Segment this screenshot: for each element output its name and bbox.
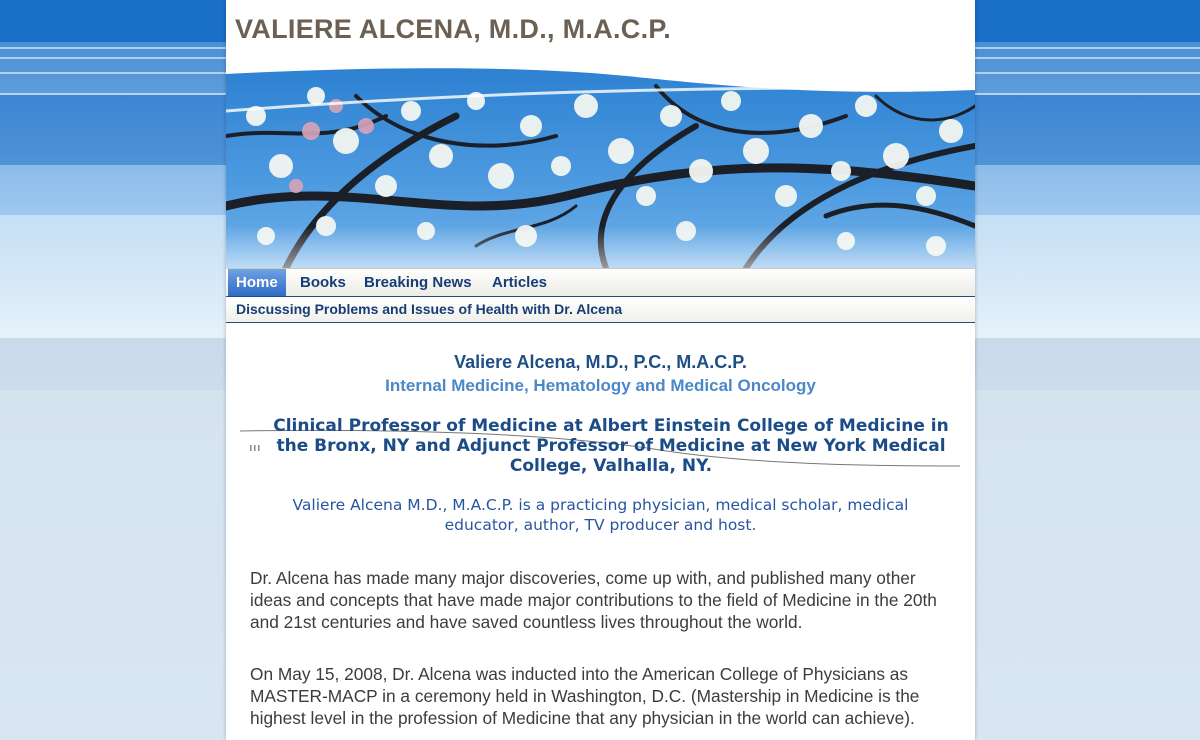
nav-home[interactable]: Home xyxy=(228,269,286,296)
specialty-subheading: Internal Medicine, Hematology and Medical Oncology xyxy=(385,376,816,395)
tagline-bar xyxy=(226,297,975,323)
nav-books[interactable]: Books xyxy=(300,274,346,291)
doctor-name-heading: Valiere Alcena, M.D., P.C., M.A.C.P. xyxy=(454,352,747,372)
page-container xyxy=(226,0,975,740)
intro-paragraph: Valiere Alcena M.D., M.A.C.P. is a practicing physician, medical scholar, medical educator, author, TV producer and host. xyxy=(292,496,909,534)
body-paragraph: Dr. Alcena has made many major discoveries, come up with, and published many other ideas and concepts that have made major contributions to the field of Medicine in the 20th and 21st centuries and have saved countless lives throughout the world. xyxy=(250,568,937,632)
site-title: VALIERE ALCENA, M.D., M.A.C.P. xyxy=(235,14,672,44)
tagline-text: Discussing Problems and Issues of Health with Dr. Alcena xyxy=(236,301,623,317)
main-navigation xyxy=(226,268,975,298)
nav-breaking-news[interactable]: Breaking News xyxy=(364,274,472,291)
header-banner-image xyxy=(226,56,975,268)
professor-statement: Clinical Professor of Medicine at Albert Einstein College of Medicine in the Bronx, NY and Adjunct Professor of Medicine at New York Medical College, Valhalla, NY. xyxy=(273,416,949,476)
nav-articles[interactable]: Articles xyxy=(492,274,548,291)
body-paragraph: On May 15, 2008, Dr. Alcena was inducted into the American College of Physicians as MASTER-MACP in a ceremony held in Washington, D.C. (Mastership in Medicine is the highest level in the profession of Medicine that any physician in the world can achieve). xyxy=(250,664,920,728)
